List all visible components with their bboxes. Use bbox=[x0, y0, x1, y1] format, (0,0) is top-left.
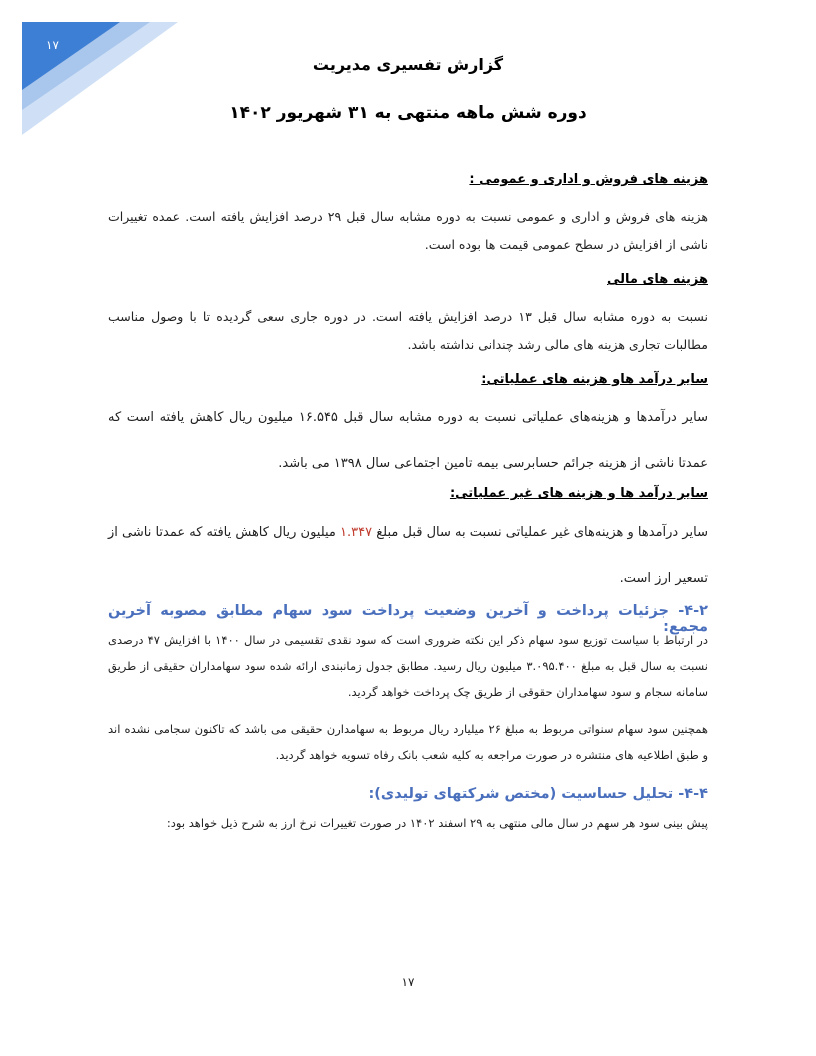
report-title: گزارش تفسیری مدیریت bbox=[312, 55, 504, 74]
paragraph-part: میلیون ریال کاهش یافته که عمدتا ناشی از تسعیر ارز است. bbox=[108, 525, 708, 586]
footer-page-number: ۱۷ bbox=[401, 975, 415, 989]
section-sensitivity bbox=[108, 786, 708, 802]
paragraph: پیش بینی سود هر سهم در سال مالی منتهی به ۲۹ اسفند ۱۴۰۲ در صورت تغییرات نرخ ارز به شرح ذیل خواهد بود: bbox=[166, 816, 708, 830]
paragraph: در ارتباط با سیاست توزیع سود سهام ذکر این نکته ضروری است که سود نقدی تقسیمی در سال ۱۴۰۰ با افزایش ۴۷ درصدی نسبت به سال قبل به مبلغ ۳.۰۹۵.۴۰۰ میلیون ریال رسید. مطابق جدول زمانبندی ارائه شده سود سهامداران حقیقی از طریق سامانه سجام و سود سهامداران حقوقی از طریق چک پرداخت خواهد گردید. bbox=[108, 633, 709, 699]
highlighted-amount: ۱.۳۴۷ bbox=[340, 525, 373, 540]
paragraph: نسبت به دوره مشابه سال قبل ۱۳ درصد افزایش یافته است. در دوره جاری سعی گردیده تا با وصول مناسب مطالبات تجاری هزینه های مالی رشد چندانی نداشته باشد. bbox=[108, 309, 708, 352]
section-dividends-body-2 bbox=[108, 716, 708, 768]
paragraph: همچنین سود سهام سنواتی مربوط به مبلغ ۲۶ میلیارد ریال مربوط به سهامدارن حقیقی می باشد که تاکنون سجامی نشده اند و طبق اطلاعیه های منتشره در صورت مراجعه به کلیه شعب بانک رفاه تسویه خواهد گردید. bbox=[108, 722, 708, 762]
section-heading: ۴-۲- جزئیات پرداخت و آخرین وضعیت پرداخت سود سهام مطابق مصوبه آخرین مجمع: bbox=[108, 603, 708, 635]
section-financial-body bbox=[108, 303, 708, 359]
section-sensitivity-body bbox=[108, 810, 708, 836]
section-financial bbox=[108, 272, 708, 287]
section-other-operating bbox=[108, 372, 708, 387]
section-heading: هزینه های مالی bbox=[607, 272, 708, 287]
paragraph: هزینه های فروش و اداری و عمومی نسبت به دوره مشابه سال قبل ۲۹ درصد افزایش یافته است. عمده تغییرات ناشی از افزایش در سطح عمومی قیمت ها بوده است. bbox=[108, 209, 708, 252]
section-selling-body bbox=[108, 203, 708, 259]
corner-page-number: ۱۷ bbox=[46, 38, 59, 52]
section-heading: سایر درآمد هاو هزینه های عملیاتی: bbox=[481, 372, 708, 387]
paragraph bbox=[108, 510, 708, 602]
section-other-non-operating-body bbox=[108, 510, 708, 602]
section-heading: سایر درآمد ها و هزینه های غیر عملیاتی: bbox=[449, 486, 708, 501]
report-subtitle: دوره شش ماهه منتهی به ۳۱ شهریور ۱۴۰۲ bbox=[229, 103, 587, 123]
section-dividends-body bbox=[108, 627, 708, 705]
section-heading: ۴-۴- تحلیل حساسیت (مختص شرکتهای تولیدی): bbox=[368, 786, 708, 802]
section-heading: هزینه های فروش و اداری و عمومی : bbox=[469, 172, 708, 187]
section-other-operating-body bbox=[108, 395, 708, 487]
section-other-non-operating bbox=[108, 486, 708, 501]
section-selling bbox=[108, 172, 708, 187]
paragraph: سایر درآمدها و هزینه‌های عملیاتی نسبت به دوره مشابه سال قبل ۱۶.۵۴۵ میلیون ریال کاهش یافته است که عمدتا ناشی از هزینه جرائم حسابرسی بیمه تامین اجتماعی سال ۱۳۹۸ می باشد. bbox=[108, 410, 708, 471]
paragraph-part: سایر درآمدها و هزینه‌های غیر عملیاتی نسبت به سال قبل مبلغ bbox=[372, 525, 708, 540]
